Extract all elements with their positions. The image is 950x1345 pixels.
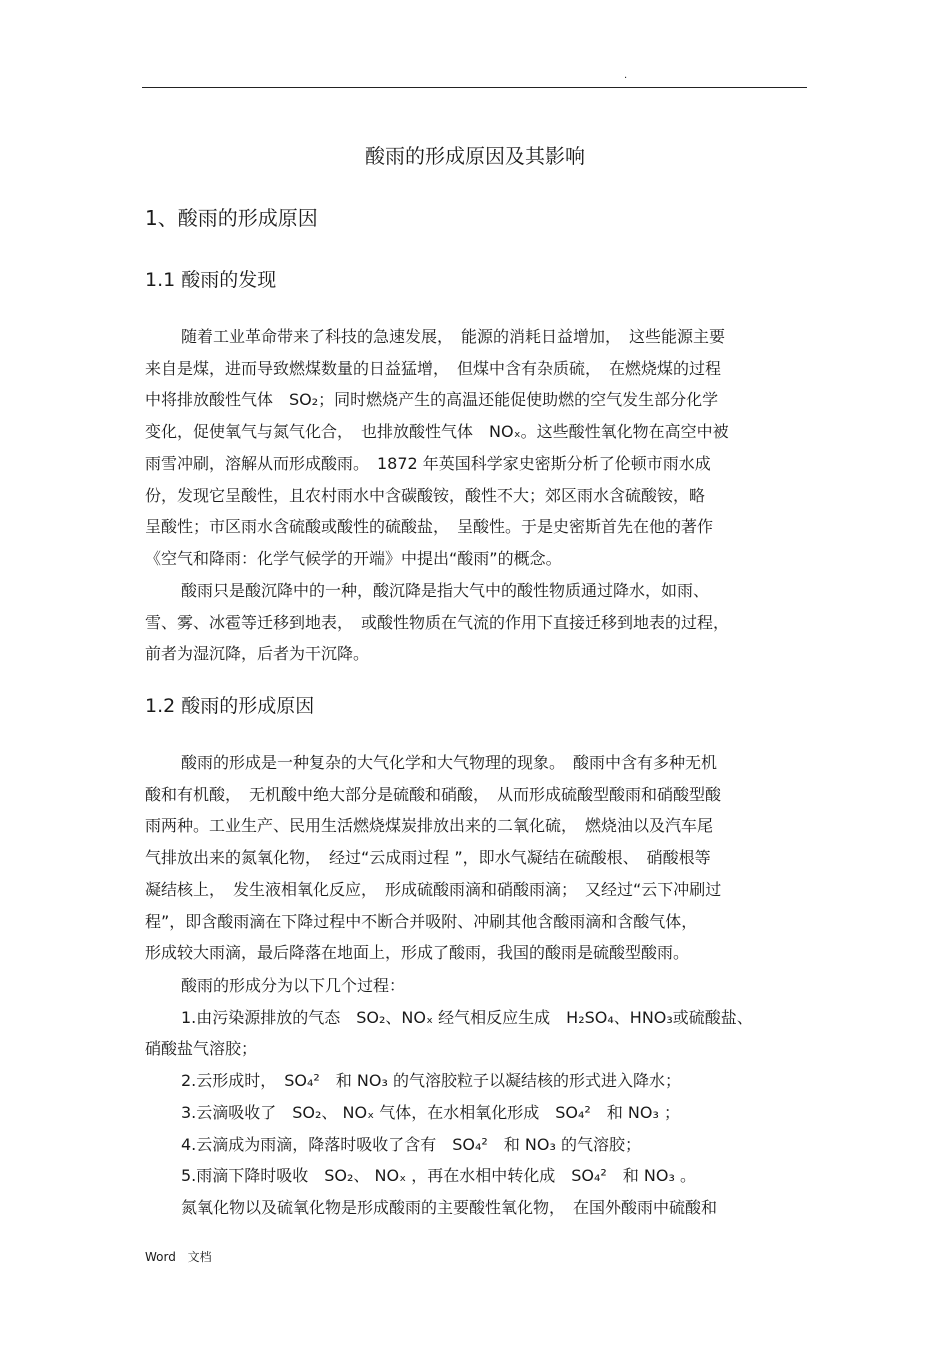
text-line: 变化，促使氧气与氮气化合， 也排放酸性气体 NOₓ。这些酸性氧化物在高空中被 bbox=[145, 422, 729, 442]
footer-word: Word bbox=[145, 1250, 176, 1264]
text-line: 雨雪冲刷，溶解从而形成酸雨。 1872 年英国科学家史密斯分析了伦顿市雨水成 bbox=[145, 453, 711, 473]
list-item: 5.雨滴下降时吸收 SO₂、 NOₓ ，再在水相中转化成 SO₄² 和 NO₃ 。 bbox=[181, 1166, 696, 1186]
subsection-heading-1-2: 1.2 酸雨的形成原因 bbox=[145, 695, 315, 717]
text-line: 雨两种。工业生产、民用生活燃烧煤炭排放出来的二氧化硫， 燃烧油以及汽车尾 bbox=[145, 816, 714, 836]
paragraph-acid-deposition bbox=[145, 575, 805, 670]
list-item: 3.云滴吸收了 SO₂、 NOₓ 气体，在水相氧化形成 SO₄² 和 NO₃ ； bbox=[181, 1102, 680, 1122]
text-line: 《空气和降雨：化学气候学的开端》中提出“酸雨”的概念。 bbox=[145, 548, 562, 568]
text-line: 呈酸性；市区雨水含硫酸或酸性的硫酸盐， 呈酸性。于是史密斯首先在他的著作 bbox=[145, 517, 714, 537]
document-title: 酸雨的形成原因及其影响 bbox=[365, 144, 585, 168]
paragraph-formation bbox=[145, 747, 805, 969]
list-intro: 酸雨的形成分为以下几个过程： bbox=[181, 976, 406, 995]
subsection-heading-1-1: 1.1 酸雨的发现 bbox=[145, 269, 277, 291]
text-line: 随着工业革命带来了科技的急速发展， 能源的消耗日益增加， 这些能源主要 bbox=[181, 327, 726, 346]
text-line: 来自是煤，进而导致燃煤数量的日益猛增， 但煤中含有杂质硫， 在燃烧煤的过程 bbox=[145, 358, 722, 378]
list-item: 1.由污染源排放的气态 SO₂、NOₓ 经气相反应生成 H₂SO₄、HNO₃或硫酸盐、 bbox=[181, 1007, 753, 1027]
text-line: 份，发现它呈酸性，且农村雨水中含碳酸铵，酸性不大；郊区雨水含硫酸铵，略 bbox=[145, 485, 706, 505]
text-line: 酸和有机酸， 无机酸中绝大部分是硫酸和硝酸， 从而形成硫酸型酸雨和硝酸型酸 bbox=[145, 784, 722, 804]
header-rule bbox=[142, 87, 807, 88]
text-line: 氮氧化物以及硫氧化物是形成酸雨的主要酸性氧化物， 在国外酸雨中硫酸和 bbox=[181, 1197, 718, 1217]
paragraph-discovery bbox=[145, 321, 805, 575]
paragraph-process-list bbox=[145, 970, 805, 1224]
text-line: 程”，即含酸雨滴在下降过程中不断合并吸附、冲刷其他含酸雨滴和含酸气体， bbox=[145, 911, 698, 931]
section-heading-1: 1、酸雨的形成原因 bbox=[145, 206, 318, 230]
text-line: 雪、雾、冰雹等迁移到地表， 或酸性物质在气流的作用下直接迁移到地表的过程， bbox=[145, 612, 730, 632]
text-line: 气排放出来的氮氧化物， 经过“云成雨过程 ”，即水气凝结在硫酸根、 硝酸根等 bbox=[145, 848, 711, 868]
text-line: 中将排放酸性气体 SO₂；同时燃烧产生的高温还能促使助燃的空气发生部分化学 bbox=[145, 390, 719, 410]
text-line: 前者为湿沉降，后者为干沉降。 bbox=[145, 644, 370, 664]
list-item: 4.云滴成为雨滴，降落时吸收了含有 SO₄² 和 NO₃ 的气溶胶； bbox=[181, 1134, 641, 1154]
text-line: 凝结核上， 发生液相氧化反应， 形成硫酸雨滴和硝酸雨滴； 又经过“云下冲刷过 bbox=[145, 879, 722, 899]
text-line: 酸雨只是酸沉降中的一种，酸沉降是指大气中的酸性物质通过降水，如雨、 bbox=[181, 581, 710, 600]
text-line: 酸雨的形成是一种复杂的大气化学和大气物理的现象。 酸雨中含有多种无机 bbox=[181, 753, 718, 772]
list-item-continued: 硝酸盐气溶胶； bbox=[145, 1039, 258, 1059]
header-mark: . bbox=[624, 70, 628, 81]
page-footer bbox=[145, 1249, 220, 1265]
footer-doc: 文档 bbox=[187, 1250, 212, 1264]
text-line: 形成较大雨滴，最后降落在地面上，形成了酸雨，我国的酸雨是硫酸型酸雨。 bbox=[145, 943, 690, 963]
list-item: 2.云形成时， SO₄² 和 NO₃ 的气溶胶粒子以凝结核的形式进入降水； bbox=[181, 1071, 681, 1091]
